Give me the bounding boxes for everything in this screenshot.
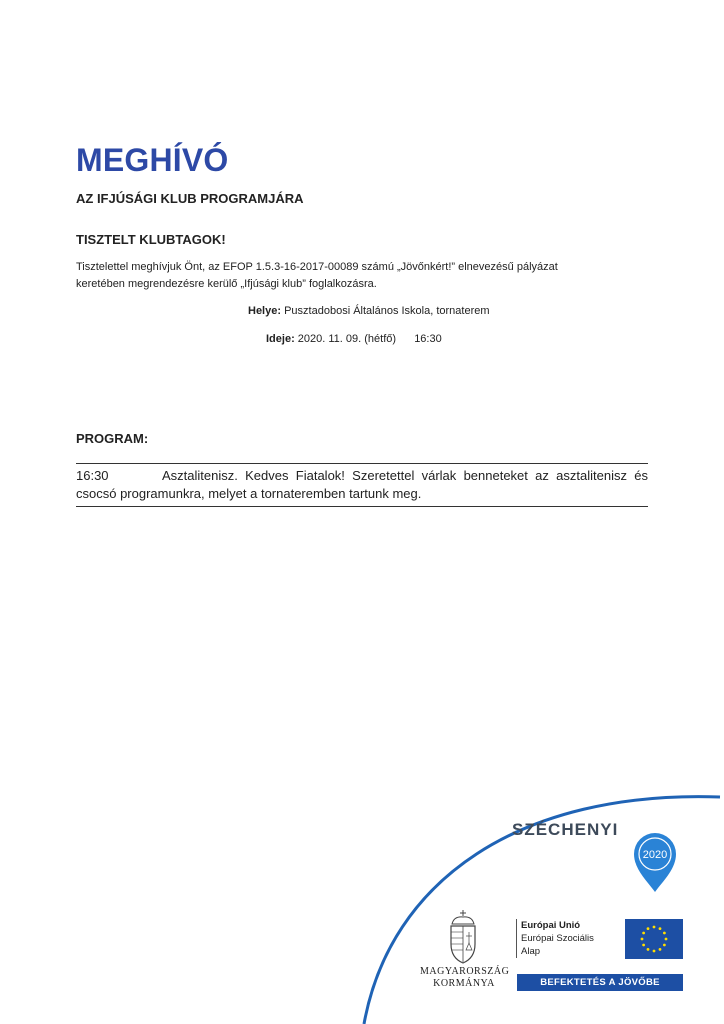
eu-star-icon	[665, 938, 668, 941]
eu-flag-icon	[625, 919, 683, 959]
szechenyi-year: 2020	[642, 849, 668, 861]
time-date: 2020. 11. 09. (hétfő)	[297, 333, 397, 345]
program-item-text: Asztalitenisz. Kedves Fiatalok! Szeretettel várlak benneteket az asztalitenisz és csocsó programunkra, melyet a tornateremben tartunk meg.	[76, 468, 648, 501]
eu-star-icon	[647, 927, 650, 930]
program-item-time: 16:30	[76, 468, 109, 483]
invest-banner: BEFEKTETÉS A JÖVŐBE	[517, 974, 683, 991]
place-label: Helye:	[248, 305, 282, 317]
time-hour: 16:30	[414, 333, 442, 345]
eu-star-icon	[653, 926, 656, 929]
szechenyi-wordmark: SZÉCHENYI	[512, 820, 619, 839]
government-name-line: KORMÁNYA	[433, 978, 495, 989]
eu-star-icon	[663, 944, 666, 947]
page-title: MEGHÍVÓ	[76, 142, 229, 178]
eu-line: Európai Szociális	[521, 933, 594, 944]
eu-line: Alap	[521, 946, 541, 957]
time-label: Ideje:	[266, 333, 295, 345]
szechenyi-pin-icon	[634, 833, 676, 893]
government-crest-icon	[446, 910, 480, 964]
eu-line: Európai Unió	[521, 920, 581, 931]
eu-star-icon	[647, 948, 650, 951]
eu-star-icon	[663, 932, 666, 935]
eu-star-icon	[659, 927, 662, 930]
eu-star-icon	[653, 950, 656, 953]
eu-star-icon	[642, 932, 645, 935]
eu-star-icon	[641, 938, 644, 941]
eu-star-icon	[642, 944, 645, 947]
program-heading: PROGRAM:	[76, 431, 149, 446]
eu-star-icon	[659, 948, 662, 951]
intro-line: keretében megrendezésre kerülő „Ifjúsági klub” foglalkozásra.	[76, 278, 377, 290]
intro-line: Tisztelettel meghívjuk Önt, az EFOP 1.5.3-16-2017-00089 számú „Jövőnkért!” elnevezésű pályázat	[76, 261, 558, 273]
greeting-heading: TISZTELT KLUBTAGOK!	[76, 232, 226, 247]
place-value: Pusztadobosi Általános Iskola, tornaterem	[284, 305, 490, 317]
government-name-line: MAGYARORSZÁG	[420, 966, 510, 977]
eu-fund-text	[516, 919, 621, 958]
subtitle: AZ IFJÚSÁGI KLUB PROGRAMJÁRA	[76, 191, 304, 206]
government-name	[420, 966, 508, 990]
